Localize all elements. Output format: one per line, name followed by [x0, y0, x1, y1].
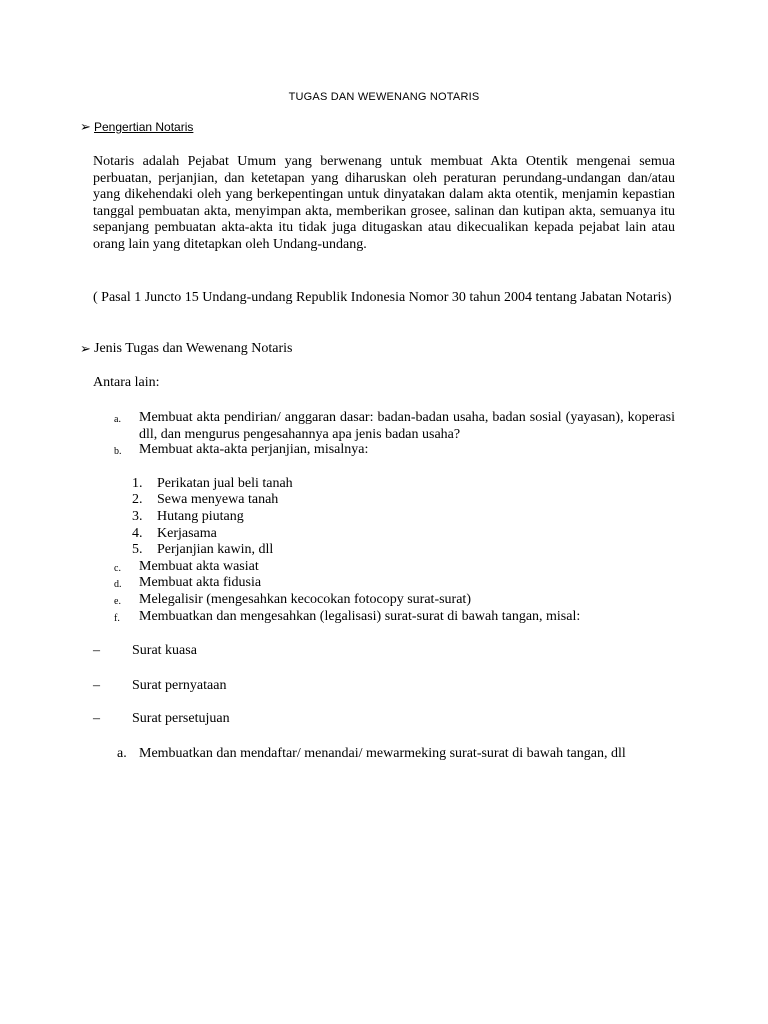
heading-pengertian-notaris: Pengertian Notaris — [94, 119, 194, 134]
arrowhead-bullet-icon: ➢ — [80, 340, 91, 356]
dash-item-surat-kuasa — [93, 643, 197, 660]
numbered-item-5 — [132, 542, 273, 559]
list-item-text: Membuat akta-akta perjanjian, misalnya: — [139, 442, 369, 457]
paragraph-legal-reference: ( Pasal 1 Juncto 15 Undang-undang Republik Indonesia Nomor 30 tahun 2004 tentang Jabatan Notaris) — [93, 290, 672, 305]
list-item-text: Melegalisir (mengesahkan kecocokan fotocopy surat-surat) — [139, 592, 471, 607]
section-pengertian-heading — [80, 118, 193, 136]
list-item-final-a — [117, 746, 675, 763]
list-item-d — [114, 575, 675, 592]
list-item-e — [114, 592, 675, 609]
paragraph-definition: Notaris adalah Pejabat Umum yang berwenang untuk membuat Akta Otentik mengenai semua perbuatan, perjanjian, dan ketetapan yang diharuskan oleh peraturan perundang-undangan dan/atau yang dikehendaki oleh yang berkepentingan untuk dinyatakan dalam akta otentik, menjamin kepastian tanggal pembuatan akta, menyimpan akta, memberikan grosee, salinan dan kutipan akta, semuanya itu sepanjang pembuatan akta-akta itu tidak juga ditugaskan atau dikecualikan kepada pejabat lain atau orang lain yang ditetapkan oleh Undang-undang. — [93, 154, 675, 252]
numbered-item-2 — [132, 492, 278, 509]
number-marker: 3. — [132, 509, 143, 524]
list-marker: a. — [114, 414, 121, 425]
list-marker: a. — [117, 746, 127, 761]
dash-item-text: Surat kuasa — [132, 643, 197, 658]
numbered-item-3 — [132, 509, 244, 526]
number-marker: 5. — [132, 542, 143, 557]
list-item-b — [114, 442, 675, 459]
numbered-item-text: Perjanjian kawin, dll — [157, 542, 274, 557]
dash-item-text: Surat persetujuan — [132, 711, 230, 726]
list-item-c — [114, 559, 675, 576]
list-marker: b. — [114, 446, 122, 457]
number-marker: 1. — [132, 476, 143, 491]
dash-marker: – — [93, 678, 100, 693]
dash-item-surat-pernyataan — [93, 678, 226, 695]
section-jenis-heading — [80, 340, 293, 358]
list-item-text: Membuat akta fidusia — [139, 575, 262, 590]
arrowhead-bullet-icon: ➢ — [80, 118, 91, 134]
dash-marker: – — [93, 643, 100, 658]
heading-jenis-tugas: Jenis Tugas dan Wewenang Notaris — [94, 340, 293, 356]
numbered-item-1 — [132, 476, 293, 493]
list-marker: f. — [114, 613, 120, 624]
list-item-a — [114, 410, 675, 443]
dash-marker: – — [93, 711, 100, 726]
intro-antara-lain: Antara lain: — [93, 375, 160, 390]
list-item-text: Membuat akta pendirian/ anggaran dasar: badan-badan usaha, badan sosial (yayasan), koperasi dll, dan mengurus pengesahannya apa jenis badan usaha? — [139, 410, 675, 442]
list-item-text: Membuatkan dan mendaftar/ menandai/ mewarmeking surat-surat di bawah tangan, dll — [139, 746, 626, 761]
dash-item-surat-persetujuan — [93, 711, 230, 728]
numbered-item-text: Hutang piutang — [157, 509, 244, 524]
numbered-item-text: Kerjasama — [157, 526, 217, 541]
list-item-text: Membuatkan dan mengesahkan (legalisasi) surat-surat di bawah tangan, misal: — [139, 609, 581, 624]
list-item-text: Membuat akta wasiat — [139, 559, 259, 574]
number-marker: 2. — [132, 492, 143, 507]
numbered-item-4 — [132, 526, 217, 543]
numbered-item-text: Sewa menyewa tanah — [157, 492, 279, 507]
list-marker: c. — [114, 563, 121, 574]
list-marker: e. — [114, 596, 121, 607]
document-title: TUGAS DAN WEWENANG NOTARIS — [288, 91, 480, 103]
list-marker: d. — [114, 579, 122, 590]
dash-item-text: Surat pernyataan — [132, 678, 227, 693]
number-marker: 4. — [132, 526, 143, 541]
numbered-item-text: Perikatan jual beli tanah — [157, 476, 293, 491]
list-item-f — [114, 609, 675, 626]
